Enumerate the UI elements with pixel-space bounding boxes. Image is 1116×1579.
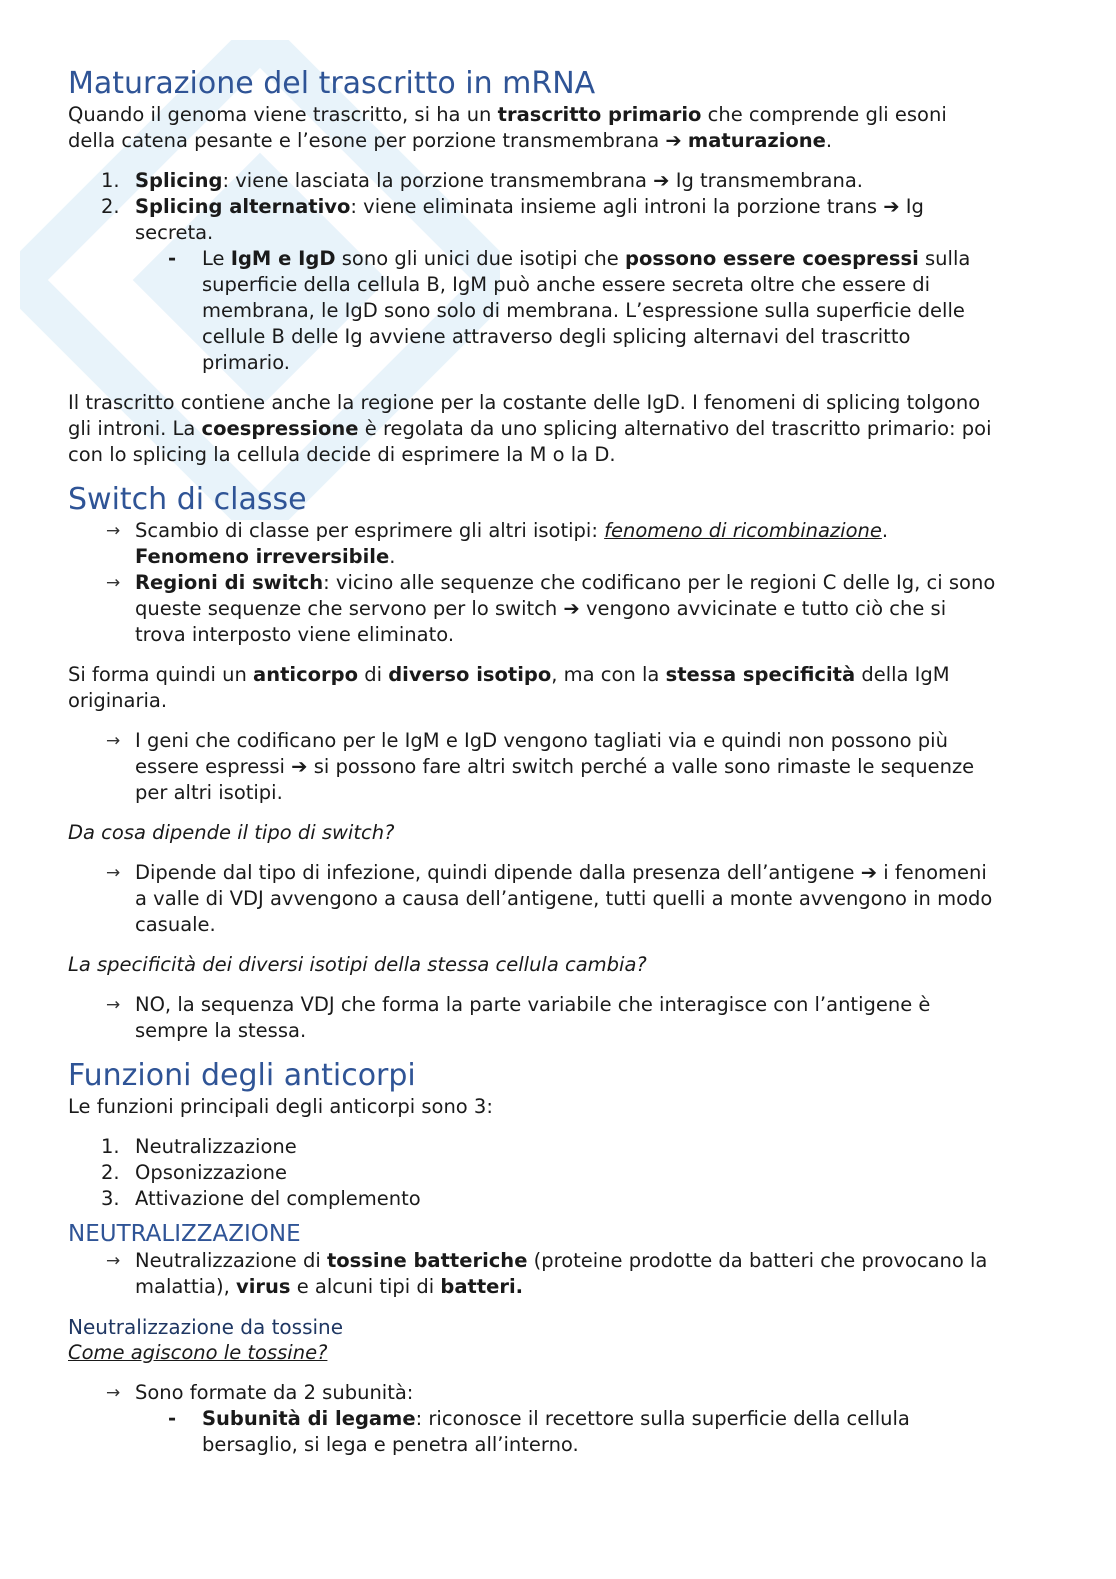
heading-maturazione: Maturazione del trascritto in mRNA	[68, 66, 596, 101]
list-item: 3. Attivazione del complemento	[101, 1187, 421, 1210]
arrow-icon: ➔	[563, 597, 580, 620]
document-page	[68, 66, 1043, 1458]
list-item: 1. Neutralizzazione	[101, 1135, 297, 1158]
list-item: → Scambio di classe per esprimere gli altri isotipi: fenomeno di ricombinazione. Fenomeno irreversibile.	[106, 519, 889, 568]
question-switch: Da cosa dipende il tipo di switch?	[68, 821, 395, 844]
arrow-bullet-icon: →	[106, 521, 121, 541]
list-item: → Sono formate da 2 subunità:	[106, 1381, 414, 1404]
paragraph-isotipo: Si forma quindi un anticorpo di diverso isotipo, ma con la stessa specificità della IgM originaria.	[68, 663, 950, 712]
arrow-bullet-icon: →	[106, 863, 121, 883]
arrow-bullet-icon: →	[106, 731, 121, 751]
paragraph-funzioni-intro: Le funzioni principali degli anticorpi sono 3:	[68, 1095, 493, 1118]
heading-switch: Switch di classe	[68, 482, 307, 517]
sub-list-item: - Le IgM e IgD sono gli unici due isotipi che possono essere coespressi sulla superficie della cellula B, IgM può anche essere secreta oltre che essere di membrana, le IgD sono solo di membrana. L’espressione sulla superficie delle cellule B delle Ig avviene attraverso degli splicing alternavi del trascritto primario.	[168, 247, 971, 374]
list-item: 2. Opsonizzazione	[101, 1161, 287, 1184]
arrow-icon: ➔	[860, 861, 878, 884]
arrow-bullet-icon: →	[106, 573, 121, 593]
list-item: → Regioni di switch: vicino alle sequenze che codificano per le regioni C delle Ig, ci sono queste sequenze che servono per lo switch ➔ vengono avvicinate e tutto ciò che si trova interposto viene eliminato.	[106, 571, 996, 646]
sub-list-item: - Subunità di legame: riconosce il recettore sulla superficie della cellula bersaglio, si lega e penetra all’interno.	[168, 1407, 910, 1456]
paragraph-trascritto: Il trascritto contiene anche la regione per la costante delle IgD. I fenomeni di splicing tolgono gli introni. La coespressione è regolata da uno splicing alternativo del trascritto primario: poi con lo splicing la cellula decide di esprimere la M o la D.	[68, 391, 992, 466]
list-item: → NO, la sequenza VDJ che forma la parte variabile che interagisce con l’antigene è sempre la stessa.	[106, 993, 931, 1042]
list-item: 2. Splicing alternativo: viene eliminata insieme agli introni la porzione trans ➔ Ig secreta.	[101, 195, 924, 244]
arrow-bullet-icon: →	[106, 1383, 121, 1403]
heading-funzioni: Funzioni degli anticorpi	[68, 1058, 416, 1093]
list-item: → I geni che codificano per le IgM e IgD vengono tagliati via e quindi non possono più essere espressi ➔ si possono fare altri switch perché a valle sono rimaste le sequenze per altri isotipi.	[106, 729, 975, 804]
question-tossine: Come agiscono le tossine?	[68, 1341, 328, 1364]
arrow-bullet-icon: →	[106, 995, 121, 1015]
question-specificita: La specificità dei diversi isotipi della stessa cellula cambia?	[68, 953, 647, 976]
list-item: 1. Splicing: viene lasciata la porzione transmembrana ➔ Ig transmembrana.	[101, 169, 863, 192]
list-item: → Dipende dal tipo di infezione, quindi dipende dalla presenza dell’antigene ➔ i fenomeni a valle di VDJ avvengono a causa dell’antigene, tutti quelli a monte avvengono in modo casuale.	[106, 861, 993, 936]
arrow-icon: ➔	[291, 755, 308, 778]
heading-neutralizzazione-tossine: Neutralizzazione da tossine	[68, 1315, 344, 1339]
paragraph-intro: Quando il genoma viene trascritto, si ha un trascritto primario che comprende gli esoni della catena pesante e l’esone per porzione transmembrana ➔ maturazione.	[68, 103, 947, 152]
list-item: → Neutralizzazione di tossine batteriche (proteine prodotte da batteri che provocano la malattia), virus e alcuni tipi di batteri.	[106, 1249, 988, 1298]
arrow-icon: ➔	[653, 169, 670, 192]
arrow-icon: ➔	[665, 129, 682, 152]
heading-neutralizzazione: NEUTRALIZZAZIONE	[68, 1221, 301, 1247]
arrow-bullet-icon: →	[106, 1251, 121, 1271]
arrow-icon: ➔	[883, 195, 900, 218]
